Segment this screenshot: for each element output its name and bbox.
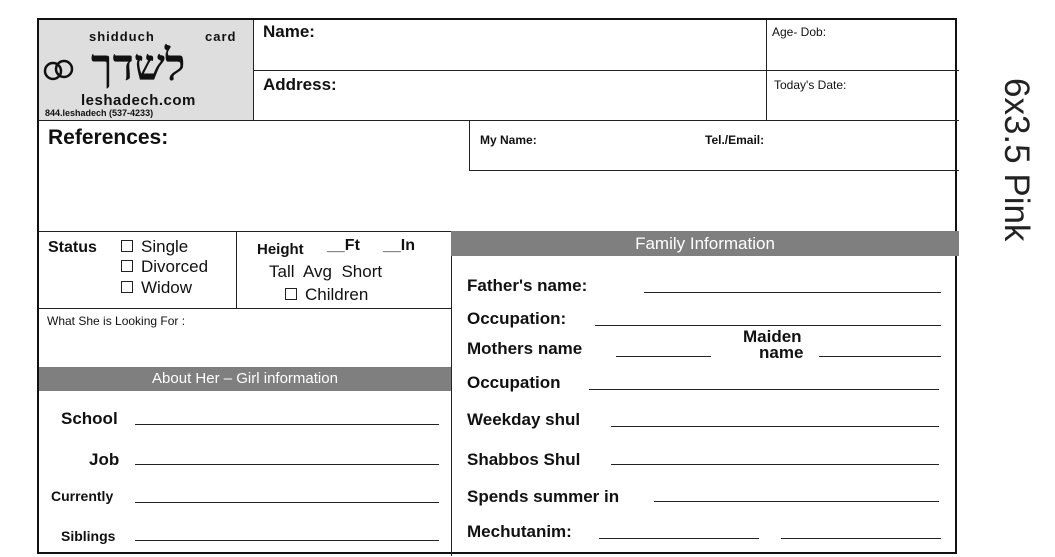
status-single-label: Single bbox=[141, 237, 189, 256]
maiden-label-top: Maiden bbox=[743, 327, 802, 346]
school-line[interactable] bbox=[135, 424, 439, 425]
address-label: Address: bbox=[263, 75, 337, 94]
shabbos-shul-line[interactable] bbox=[611, 464, 939, 465]
todays-date-label: Today's Date: bbox=[774, 78, 847, 92]
siblings-label: Siblings bbox=[61, 528, 116, 544]
status-widow-label: Widow bbox=[141, 278, 193, 297]
about-her-header: About Her – Girl information bbox=[39, 367, 451, 391]
checkbox[interactable] bbox=[285, 288, 297, 300]
rings-icon bbox=[39, 54, 79, 84]
height-in-label: __In bbox=[383, 237, 416, 254]
weekday-shul-label: Weekday shul bbox=[467, 410, 581, 429]
family-divider bbox=[451, 231, 452, 556]
mechutanim-line-2[interactable] bbox=[781, 538, 941, 539]
checkbox[interactable] bbox=[121, 260, 133, 272]
occupation2-line[interactable] bbox=[589, 389, 939, 390]
logo-site: leshadech.com bbox=[81, 92, 196, 109]
children-option[interactable] bbox=[285, 285, 368, 305]
occupation1-label: Occupation: bbox=[467, 309, 567, 328]
tel-email-label: Tel./Email: bbox=[705, 133, 765, 147]
job-label: Job bbox=[89, 450, 120, 469]
currently-line[interactable] bbox=[135, 502, 439, 503]
checkbox[interactable] bbox=[121, 281, 133, 293]
job-line[interactable] bbox=[135, 464, 439, 465]
status-divider bbox=[236, 231, 237, 308]
logo bbox=[39, 20, 254, 121]
siblings-line[interactable] bbox=[135, 540, 439, 541]
header-mid-line bbox=[253, 70, 959, 71]
header-bottom-line bbox=[39, 120, 959, 121]
fathers-name-label: Father's name: bbox=[467, 276, 588, 295]
checkbox[interactable] bbox=[121, 240, 133, 252]
summer-label: Spends summer in bbox=[467, 487, 620, 506]
status-widow[interactable] bbox=[121, 278, 192, 298]
height-label: Height bbox=[257, 241, 304, 258]
my-name-bottom-line bbox=[469, 170, 959, 171]
occupation1-line[interactable] bbox=[595, 325, 941, 326]
logo-phone: 844.leshadech (537-4233) bbox=[45, 108, 154, 118]
status-bottom-line bbox=[39, 308, 451, 309]
mothers-name-line[interactable] bbox=[616, 356, 711, 357]
currently-label: Currently bbox=[51, 488, 114, 504]
status-divorced[interactable] bbox=[121, 257, 208, 277]
height-sizes: Tall Avg Short bbox=[269, 262, 383, 281]
status-label: Status bbox=[48, 239, 97, 256]
family-info-header: Family Information bbox=[451, 231, 959, 256]
shabbos-shul-label: Shabbos Shul bbox=[467, 450, 581, 469]
mechutanim-label: Mechutanim: bbox=[467, 522, 572, 541]
summer-line[interactable] bbox=[654, 501, 939, 502]
weekday-shul-line[interactable] bbox=[611, 426, 939, 427]
maiden-name-line[interactable] bbox=[819, 356, 941, 357]
looking-for-label: What She is Looking For : bbox=[47, 314, 186, 328]
fathers-name-line[interactable] bbox=[644, 292, 941, 293]
mechutanim-line-1[interactable] bbox=[599, 538, 759, 539]
school-label: School bbox=[61, 409, 118, 428]
name-label: Name: bbox=[263, 22, 315, 41]
mothers-name-label: Mothers name bbox=[467, 339, 583, 358]
shidduch-card bbox=[37, 18, 957, 554]
my-name-label: My Name: bbox=[480, 133, 537, 147]
logo-tagline-left: shidduch bbox=[89, 29, 155, 44]
occupation2-label: Occupation bbox=[467, 373, 561, 392]
references-label: References: bbox=[48, 126, 169, 149]
maiden-label-bottom: name bbox=[759, 343, 804, 362]
card-size-label: 6x3.5 Pink bbox=[997, 78, 1036, 242]
status-single[interactable] bbox=[121, 237, 188, 257]
logo-hebrew: לשדך bbox=[91, 40, 186, 91]
logo-tagline-right: card bbox=[205, 29, 237, 44]
status-divorced-label: Divorced bbox=[141, 257, 209, 276]
my-name-divider bbox=[469, 120, 470, 170]
children-label: Children bbox=[305, 285, 369, 304]
age-dob-label: Age- Dob: bbox=[772, 25, 827, 39]
height-ft-label: __Ft bbox=[327, 237, 360, 254]
